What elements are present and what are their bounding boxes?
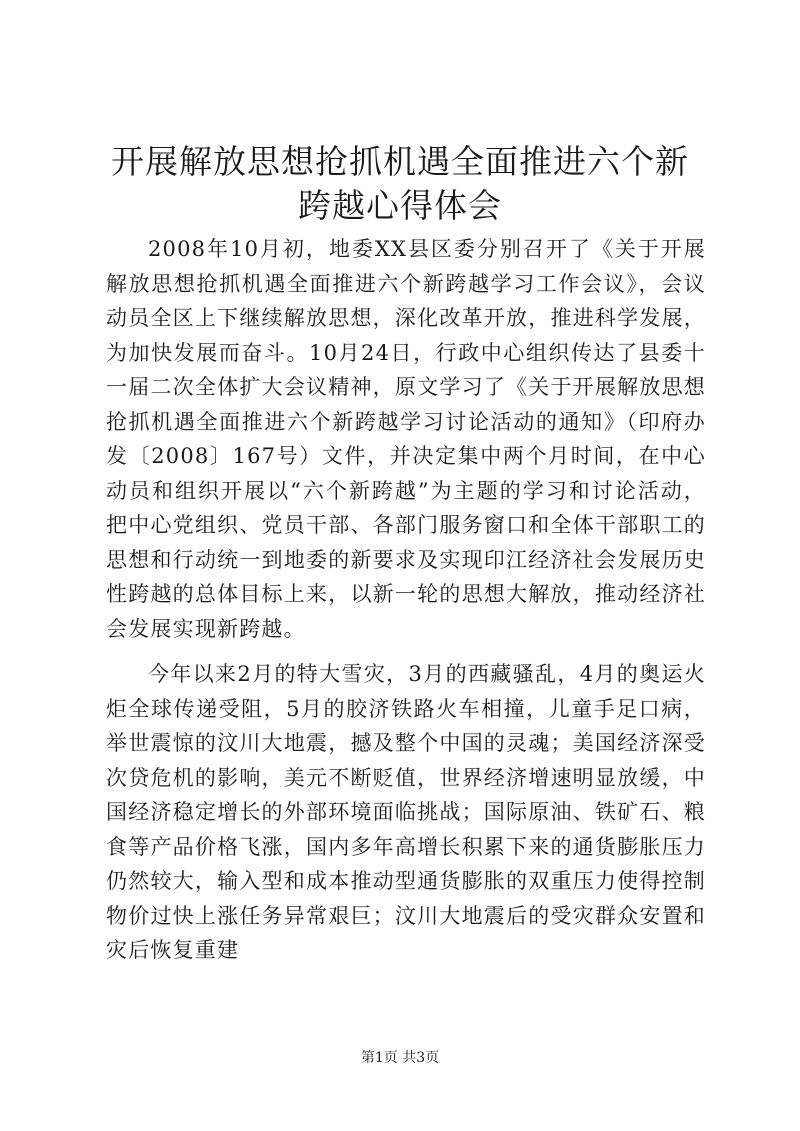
document-body (106, 232, 706, 968)
page-footer: 第1页 共3页 (360, 1050, 440, 1066)
paragraph: 今年以来2月的特大雪灾，3月的西藏骚乱，4月的奥运火炬全球传递受阻，5月的胶济铁路火车相撞，儿童手足口病，举世震惊的汶川大地震，撼及整个中国的灵魂；美国经济深受次贷危机的影响，美元不断贬值，世界经济增速明显放缓，中国经济稳定增长的外部环境面临挑战；国际原油、铁矿石、粮食等产品价格飞涨，国内多年高增长积累下来的通货膨胀压力仍然较大，输入型和成本推动型通货膨胀的双重压力使得控制物价过快上涨任务异常艰巨；汶川大地震后的受灾群众安置和灾后恢复重建 (106, 662, 706, 962)
document-title: 开展解放思想抢抓机遇全面推进六个新跨越心得体会 (111, 142, 689, 225)
paragraph: 2008年10月初，地委XX县区委分别召开了《关于开展解放思想抢抓机遇全面推进六个新跨越学习工作会议》，会议动员全区上下继续解放思想，深化改革开放，推进科学发展，为加快发展而奋斗。10月24日，行政中心组织传达了县委十一届二次全体扩大会议精神，原文学习了《关于开展解放思想抢抓机遇全面推进六个新跨越学习讨论活动的通知》（印府办发〔2008〕167号）文件，并决定集中两个月时间，在中心动员和组织开展以“六个新跨越”为主题的学习和讨论活动，把中心党组织、党员干部、各部门服务窗口和全体干部职工的思想和行动统一到地委的新要求及实现印江经济社会发展历史性跨越的总体目标上来，以新一轮的思想大解放，推动经济社会发展实现新跨越。 (106, 237, 706, 641)
